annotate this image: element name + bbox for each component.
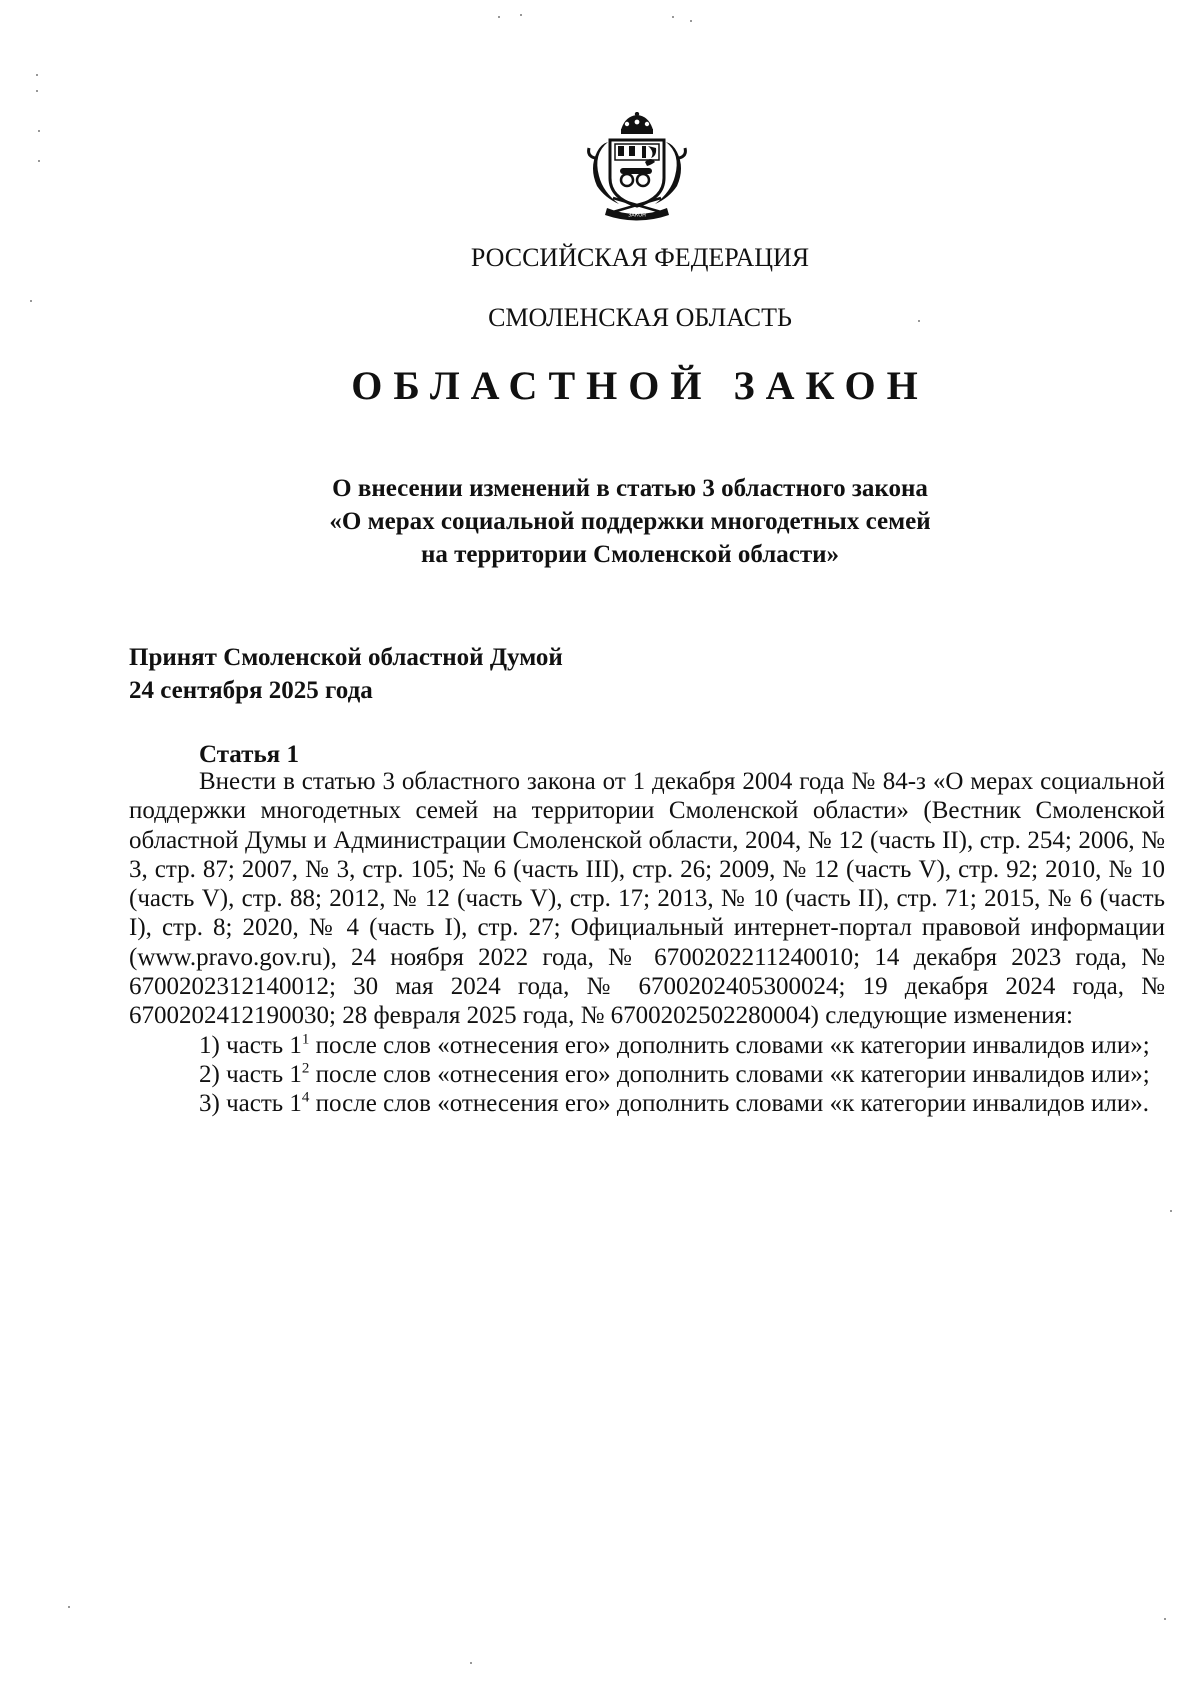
adoption-block [129,641,563,707]
amendment-item-superscript: 2 [301,1060,310,1077]
adoption-body: Принят Смоленской областной Думой [129,644,563,671]
smolensk-coat-of-arms-icon [585,112,689,222]
article-heading: Статья 1 [199,741,299,768]
emblem-motto: ЗАКОН [628,212,646,219]
amendment-item [129,1031,1165,1060]
subject-line: О внесении изменений в статью 3 областного закона [332,475,928,502]
region-heading: СМОЛЕНСКАЯ ОБЛАСТЬ [488,303,792,332]
amendment-item [129,1060,1165,1089]
amendment-item-superscript: 1 [301,1031,310,1048]
article-body [129,767,1165,1119]
amendment-item-superscript: 4 [301,1089,310,1106]
amendment-item-prefix: 2) часть 1 [199,1060,302,1088]
adoption-date: 24 сентября 2025 года [129,677,373,704]
amendment-item-text: после слов «отнесения его» дополнить словами «к категории инвалидов или»; [309,1031,1150,1059]
amendment-item-text: после слов «отнесения его» дополнить словами «к категории инвалидов или»; [309,1060,1150,1088]
subject-line: «О мерах социальной поддержки многодетных семей [329,508,931,535]
amendment-item-text: после слов «отнесения его» дополнить словами «к категории инвалидов или». [309,1090,1149,1118]
country-heading: РОССИЙСКАЯ ФЕДЕРАЦИЯ [470,243,810,272]
amendment-item-prefix: 1) часть 1 [199,1031,302,1059]
amendment-item-prefix: 3) часть 1 [199,1090,302,1118]
subject-line: на территории Смоленской области» [420,541,840,568]
law-subject [270,472,990,571]
document-type-title: ОБЛАСТНОЙ ЗАКОН [351,363,929,408]
amendment-item [129,1089,1165,1118]
article-intro-paragraph: Внести в статью 3 областного закона от 1 декабря 2004 года № 84-з «О мерах социальной поддержки многодетных семей на территории Смоленской области» (Вестник Смоленской областной Думы и Администрации Смоленской области, 2004, № 12 (часть II), стр. 254; 2006, № 3, стр. 87; 2007, № 3, стр. 105; № 6 (часть III), стр. 26; 2009, № 12 (часть V), стр. 92; 2010, № 10 (часть V), стр. 88; 2012, № 12 (часть V), стр. 17; 2013, № 10 (часть II), стр. 71; 2015, № 6 (часть I), стр. 8; 2020, № 4 (часть I), стр. 27; Официальный интернет-портал правовой информации (www.pravo.gov.ru), 24 ноября 2022 года, № 6700202211240010; 14 декабря 2023 года, № 6700202312140012; 30 мая 2024 года, № 6700202405300024; 19 декабря 2024 года, № 6700202412190030; 28 февраля 2025 года, № 6700202502280004) следующие изменения: [129,768,1165,1030]
